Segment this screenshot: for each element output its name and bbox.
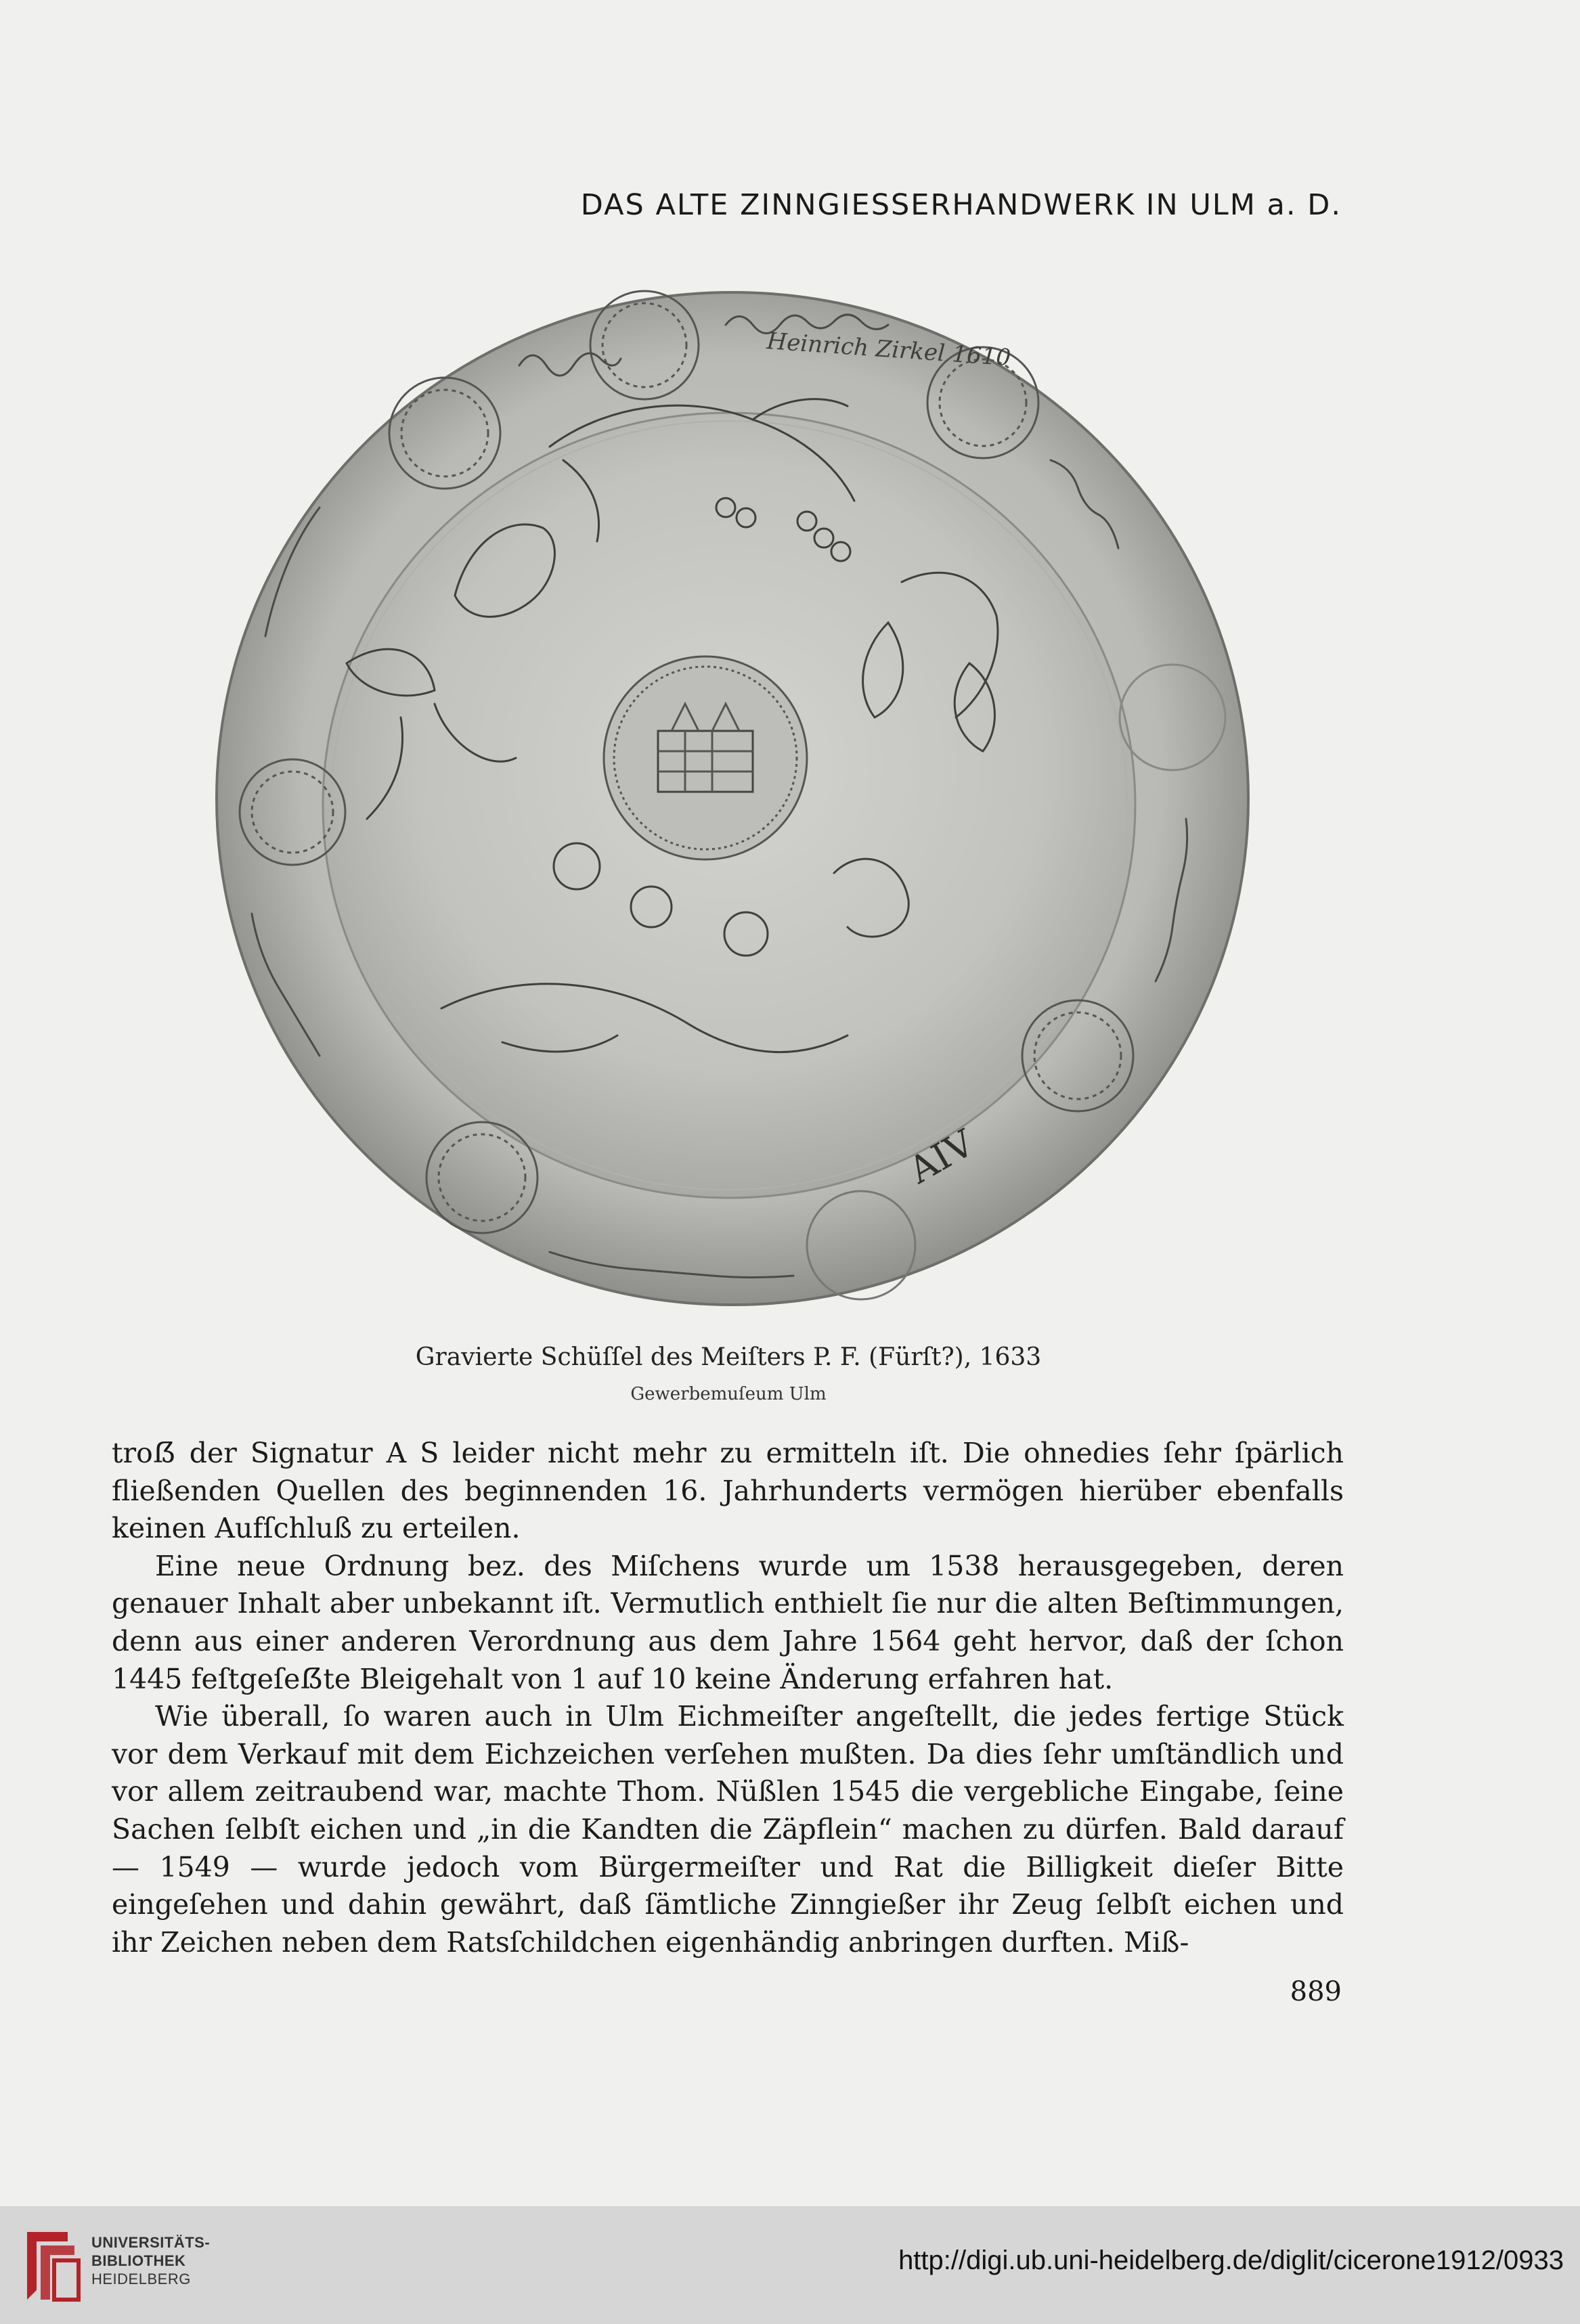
engraved-plate-image	[211, 284, 1254, 1326]
figure-caption: Gravierte Schüſſel des Meiſters P. F. (Fürſt?), 1633	[415, 1343, 1042, 1371]
library-name	[91, 2233, 210, 2288]
rim-inscription-bottom: AIV	[902, 1121, 982, 1192]
figure-sub-caption: Gewerbemuſeum Ulm	[630, 1384, 827, 1404]
paragraph-2: Eine neue Ordnung bez. des Miſchens wurde um 1538 herausgegeben, deren genauer Inhalt aber unbekannt iſt. Vermutlich enthielt ſie nur die alten Beſtimmungen, denn aus einer anderen Verordnung aus dem Jahre 1564 geht hervor, daß der ſchon 1445 feſtgeſeẞte Bleigehalt von 1 auf 10 keine Änderung erfahren hat.	[112, 1549, 1344, 1695]
footer-bar	[0, 2206, 1580, 2324]
engraved-plate-figure	[211, 284, 1254, 1326]
library-logo-icon	[20, 2225, 81, 2306]
central-medallion	[604, 656, 807, 859]
rim-inscription-top: Heinrich Zirkel 1610	[766, 328, 1012, 372]
library-line-1: UNIVERSITÄTS-	[91, 2234, 211, 2251]
paragraph-3: Wie überall, ſo waren auch in Ulm Eichmeiſter angeſtellt, die jedes fertige Stück vor dem Verkauf mit dem Eichzeichen verſehen mußten. Da dies ſehr umſtändlich und vor allem zeitraubend war, machte Thom. Nüßlen 1545 die vergebliche Eingabe, ſeine Sachen ſelbſt eichen und „in die Kandten die Zäpflein“ machen zu dürfen. Bald darauf — 1549 — wurde jedoch vom Bürgermeiſter und Rat die Billigkeit dieſer Bitte eingeſehen und dahin gewährt, daß ſämtliche Zinngießer ihr Zeug ſelbſt eichen und ihr Zeichen neben dem Ratsſchildchen eigenhändig anbringen durften. Miß-	[112, 1700, 1344, 1959]
library-line-2: BIBLIOTHEK	[91, 2252, 186, 2269]
page-number: 889	[1290, 1976, 1342, 2007]
source-url-link[interactable]: http://digi.ub.uni-heidelberg.de/diglit/cicerone1912/0933	[898, 2245, 1564, 2275]
library-line-3: HEIDELBERG	[91, 2271, 191, 2287]
paragraph-1: troẞ der Signatur A S leider nicht mehr zu ermitteln iſt. Die ohnedies ſehr ſpärlich fließenden Quellen des beginnenden 16. Jahrhunderts vermögen hierüber ebenfalls keinen Aufſchluß zu erteilen.	[112, 1437, 1344, 1545]
running-head: DAS ALTE ZINNGIESSERHANDWERK IN ULM a. D.	[580, 188, 1342, 222]
body-text	[112, 1435, 1344, 1961]
